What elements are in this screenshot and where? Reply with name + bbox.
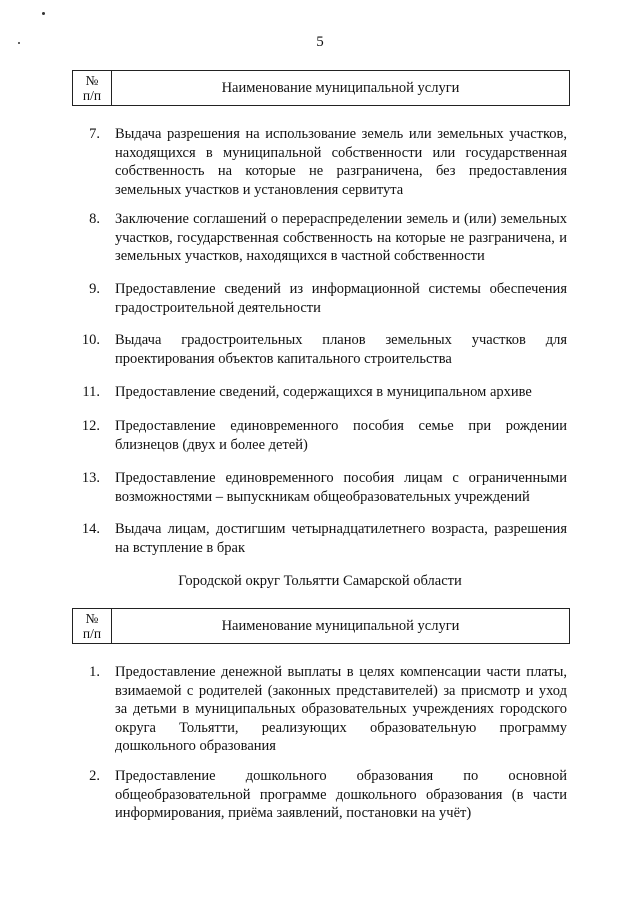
item-text: Предоставление сведений, содержащихся в муниципальном архиве [115,384,532,400]
item-number: 2. [89,768,100,784]
table-header [72,608,570,644]
item-number: 13. [81,470,100,486]
item-text: Заключение соглашений о перераспределении земель и (или) земельных участков, государственная собственность на которые не разграничена, и земельных участков, находящихся в частной собственности [115,211,567,264]
item-text: Выдача градостроительных планов земельных участков для проектирования объектов капитального строительства [115,332,567,367]
item-number: 14. [81,521,100,537]
item-number: 10. [81,332,100,348]
number-abbrev: п/п [82,88,102,103]
number-sign: № [85,611,99,626]
item-number: 7. [89,126,100,142]
number-column-header [73,71,112,105]
item-number: 11. [82,384,100,400]
item-text: Предоставление единовременного пособия семье при рождении близнецов (двух и более детей) [115,418,567,453]
number-column-header [73,609,112,643]
item-number: 8. [89,211,100,227]
scan-speck [42,12,45,15]
item-number: 12. [81,418,100,434]
name-column-header: Наименование муниципальной услуги [221,617,460,634]
number-sign: № [85,73,99,88]
item-text: Выдача лицам, достигшим четырнадцатилетнего возраста, разрешения на вступление в брак [115,521,567,556]
item-text: Предоставление дошкольного образования по основной общеобразовательной программе дошкольного образования (в части информирования, приёма заявлений, постановки на учёт) [115,768,567,821]
number-abbrev: п/п [82,626,102,641]
name-column-header: Наименование муниципальной услуги [221,79,460,96]
item-text: Выдача разрешения на использование земель или земельных участков, находящихся в муниципальной собственности или государственная собственность на которые не разграничена, без предоставления земельных участков и установления сервитута [115,126,567,198]
item-number: 1. [89,664,100,680]
item-number: 9. [89,281,100,297]
item-text: Предоставление сведений из информационной системы обеспечения градостроительной деятельности [115,281,567,316]
table-header [72,70,570,106]
item-text: Предоставление единовременного пособия лицам с ограниченными возможностями – выпускникам общеобразовательных учреждений [115,470,567,505]
item-text: Предоставление денежной выплаты в целях компенсации части платы, взимаемой с родителей (законных представителей) за присмотр и уход за детьми в муниципальных образовательных учреждениях городского округа Тольятти, реализующих образовательную программу дошкольного образования [115,664,567,754]
section-title: Городской округ Тольятти Самарской области [178,573,462,589]
page-number: 5 [316,34,324,50]
